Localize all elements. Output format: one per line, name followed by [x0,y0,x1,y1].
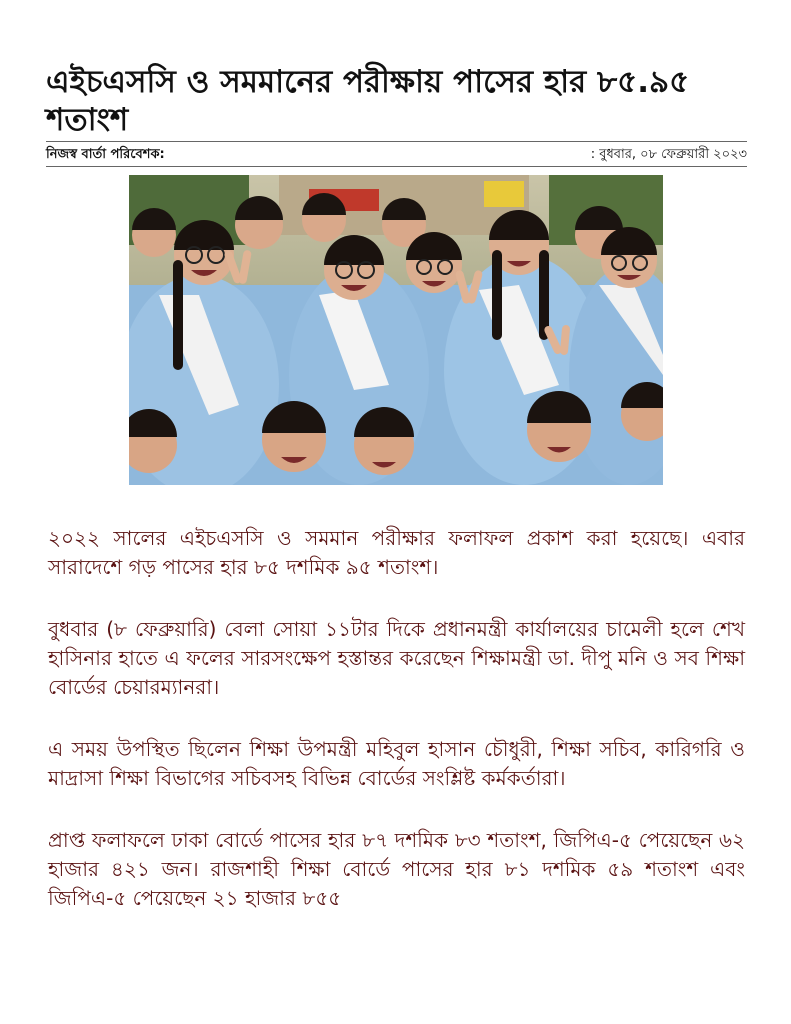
byline-bar [46,141,747,167]
publish-date: : বুধবার, ০৮ ফেব্রুয়ারী ২০২৩ [590,147,747,162]
reporter-credit: নিজস্ব বার্তা পরিবেশক: [46,147,165,162]
article-paragraph-1: ২০২২ সালের এইচএসসি ও সমমান পরীক্ষার ফলাফল প্রকাশ করা হয়েছে। এবার সারাদেশে গড় পাসের হার ৮৫ দশমিক ৯৫ শতাংশ। [48,526,745,579]
article-headline: এইচএসসি ও সমমানের পরীক্ষায় পাসের হার ৮৫.৯৫ শতাংশ [46,63,690,138]
article-body [48,524,745,946]
article-paragraph-3: এ সময় উপস্থিত ছিলেন শিক্ষা উপমন্ত্রী মহিবুল হাসান চৌধুরী, শিক্ষা সচিব, কারিগরি ও মাদ্রাসা শিক্ষা বিভাগের সচিবসহ বিভিন্ন বোর্ডের সংশ্লিষ্ট কর্মকর্তারা। [48,737,745,790]
article-paragraph-2: বুধবার (৮ ফেব্রুয়ারি) বেলা সোয়া ১১টার দিকে প্রধানমন্ত্রী কার্যালয়ের চামেলী হলে শেখ হাসিনার হাতে এ ফলের সারসংক্ষেপ হস্তান্তর করেছেন শিক্ষামন্ত্রী ডা. দীপু মনি ও সব শিক্ষা বোর্ডের চেয়ারম্যানরা। [48,617,745,699]
article-paragraph-4: প্রাপ্ত ফলাফলে ঢাকা বোর্ডে পাসের হার ৮৭ দশমিক ৮৩ শতাংশ, জিপিএ-৫ পেয়েছেন ৬২ হাজার ৪২১ জন। রাজশাহী শিক্ষা বোর্ডে পাসের হার ৮১ দশমিক ৫৯ শতাংশ এবং জিপিএ-৫ পেয়েছেন ২১ হাজার ৮৫৫ [48,828,745,910]
article-photo [129,175,663,485]
students-celebrating-image [129,175,663,485]
